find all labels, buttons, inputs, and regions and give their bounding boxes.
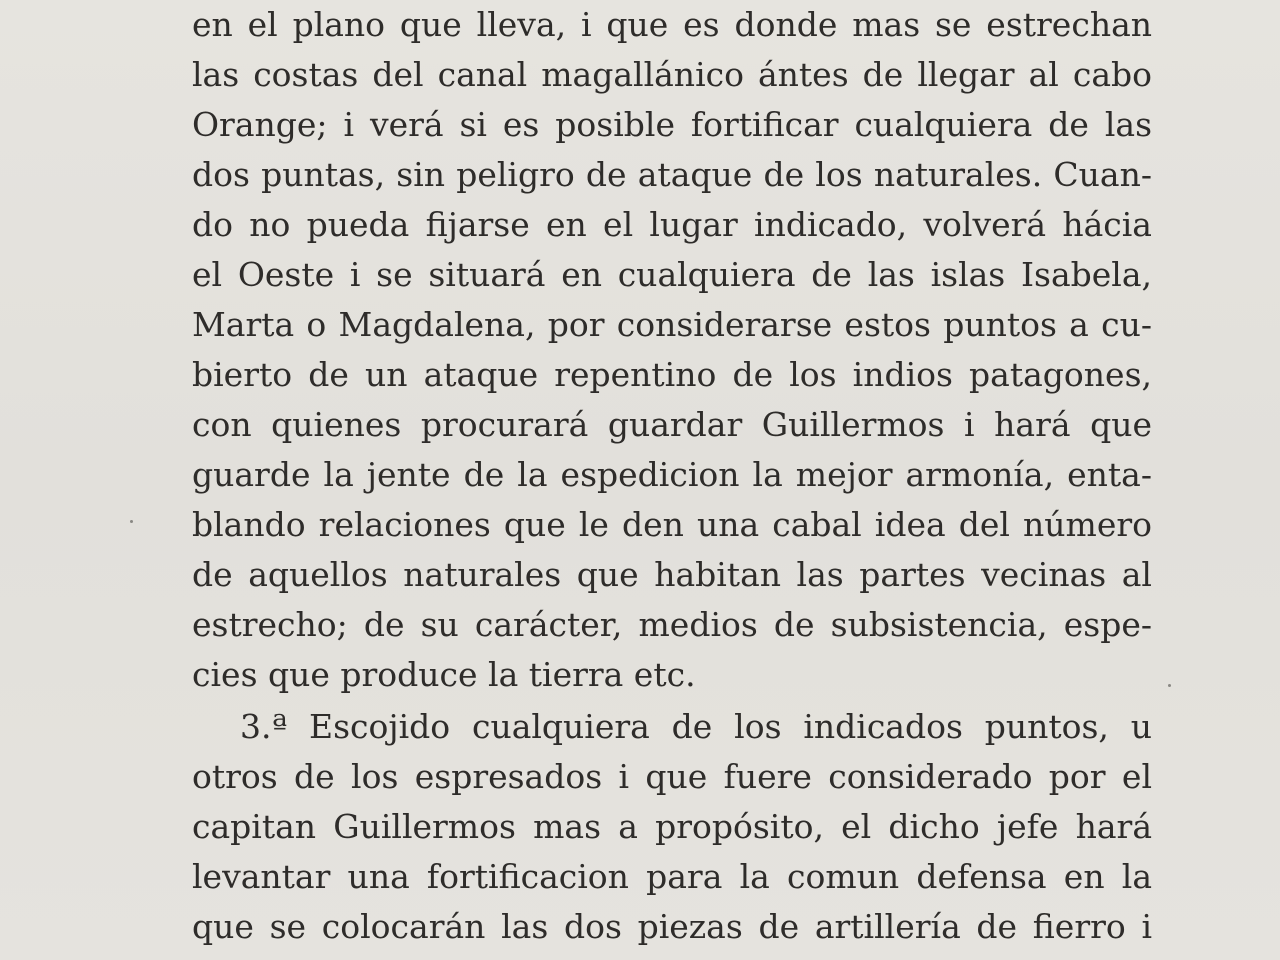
text-line: que se colocarán las dos piezas de artillería de fierro i	[192, 907, 1152, 946]
text-line: en el plano que lleva, i que es donde mas se estrechan	[192, 5, 1152, 44]
text-line: 3.ª Escojido cualquiera de los indicados puntos, u	[240, 707, 1152, 746]
text-line: levantar una fortificacion para la comun defensa en la	[192, 857, 1152, 896]
text-line: guarde la jente de la espedicion la mejor armonía, enta-	[192, 455, 1152, 494]
text-line: otros de los espresados i que fuere considerado por el	[192, 757, 1152, 796]
text-line: blando relaciones que le den una cabal idea del número	[192, 505, 1152, 544]
text-line: Marta o Magdalena, por considerarse estos puntos a cu-	[192, 305, 1152, 344]
text-line: cies que produce la tierra etc.	[192, 655, 696, 694]
text-line: do no pueda fijarse en el lugar indicado, volverá hácia	[192, 205, 1152, 244]
text-line: bierto de un ataque repentino de los indios patagones,	[192, 355, 1152, 394]
text-line: las costas del canal magallánico ántes de llegar al cabo	[192, 55, 1152, 94]
text-line: el Oeste i se situará en cualquiera de las islas Isabela,	[192, 255, 1152, 294]
paper-speck	[130, 520, 133, 523]
paper-speck	[1168, 684, 1171, 687]
text-line: Orange; i verá si es posible fortificar cualquiera de las	[192, 105, 1152, 144]
text-line: con quienes procurará guardar Guillermos i hará que	[192, 405, 1152, 444]
text-line: dos puntas, sin peligro de ataque de los naturales. Cuan-	[192, 155, 1152, 194]
text-line: de aquellos naturales que habitan las partes vecinas al	[192, 555, 1152, 594]
text-line: estrecho; de su carácter, medios de subsistencia, espe-	[192, 605, 1152, 644]
text-line: capitan Guillermos mas a propósito, el dicho jefe hará	[192, 807, 1152, 846]
